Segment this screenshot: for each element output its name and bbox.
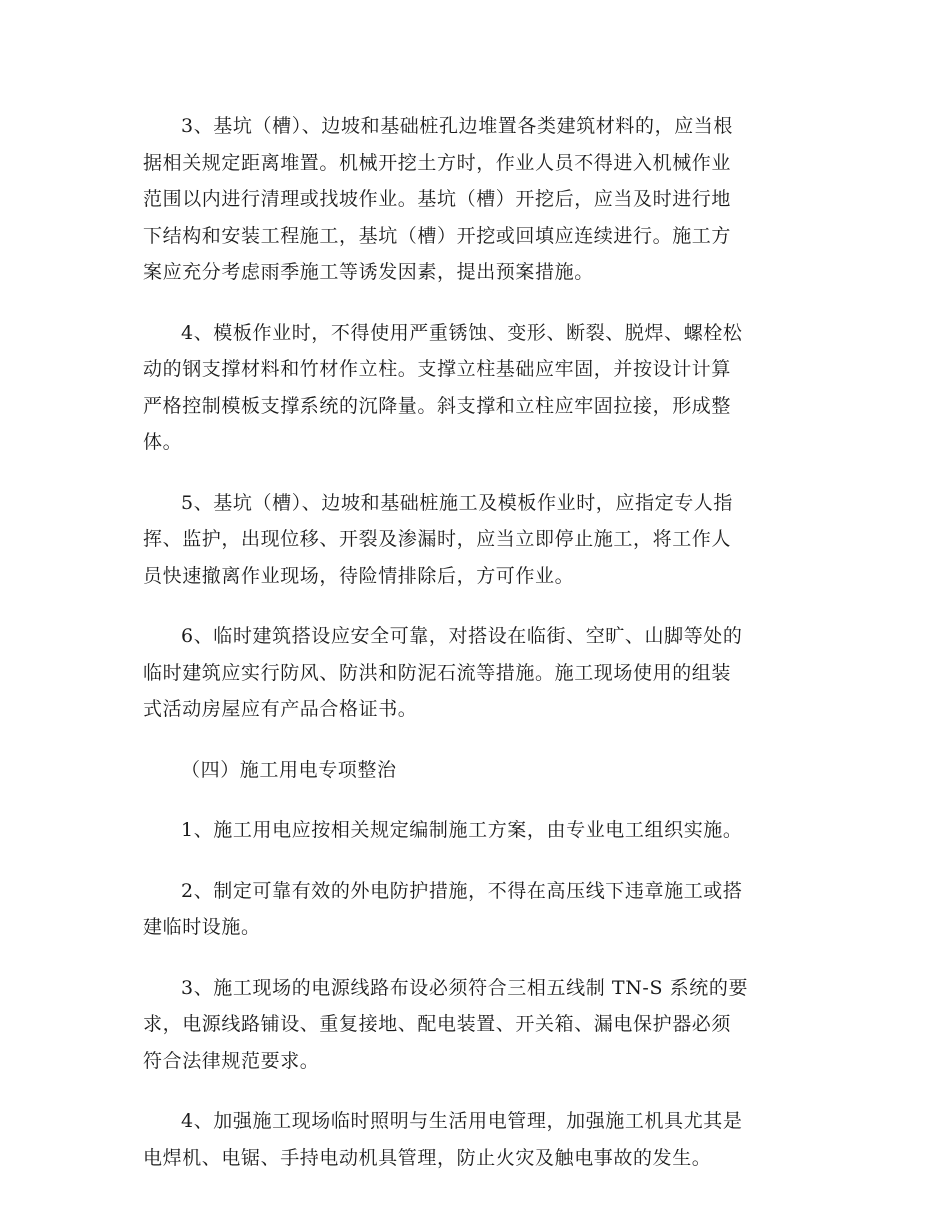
paragraph-power-item-4 — [143, 1103, 807, 1176]
text-line: 式活动房屋应有产品合格证书。 — [143, 698, 418, 720]
text-line: 临时建筑应实行防风、防洪和防泥石流等措施。施工现场使用的组装 — [143, 661, 732, 684]
text-line: 3、施工现场的电源线路布设必须符合三相五线制 TN-S 系统的要 — [181, 976, 749, 999]
text-line: 范围以内进行清理或找坡作业。基坑（槽）开挖后，应当及时进行地 — [143, 188, 732, 210]
text-line: 4、加强施工现场临时照明与生活用电管理，加强施工机具尤其是 — [181, 1110, 743, 1132]
section-heading: （四）施工用电专项整治 — [181, 758, 397, 781]
text-line: 电焊机、电锯、手持电动机具管理，防止火灾及触电事故的发生。 — [143, 1146, 712, 1169]
paragraph-power-item-1 — [143, 812, 807, 849]
text-line: 求，电源线路铺设、重复接地、配电装置、开关箱、漏电保护器必须 — [143, 1013, 732, 1035]
text-line: 体。 — [143, 431, 183, 453]
text-line: 1、施工用电应按相关规定编制施工方案，由专业电工组织实施。 — [181, 819, 743, 841]
text-line: 挥、监护，出现位移、开裂及渗漏时，应当立即停止施工，将工作人 — [143, 528, 732, 550]
text-line: 员快速撤离作业现场，待险情排除后，方可作业。 — [143, 564, 575, 587]
text-line: 动的钢支撑材料和竹材作立柱。支撑立柱基础应牢固，并按设计计算 — [143, 358, 732, 380]
paragraph-power-item-2 — [143, 873, 807, 946]
text-line: 符合法律规范要求。 — [143, 1049, 320, 1072]
paragraph-item-4-formwork — [143, 315, 807, 461]
text-line: 严格控制模板支撑系统的沉降量。斜支撑和立柱应牢固拉接，形成整 — [143, 394, 732, 417]
text-line: 5、基坑（槽）、边坡和基础桩施工及模板作业时，应指定专人指 — [181, 491, 733, 514]
paragraph-power-item-3 — [143, 970, 807, 1080]
text-line: 6、临时建筑搭设应安全可靠，对搭设在临街、空旷、山脚等处的 — [181, 625, 743, 647]
document-page — [143, 108, 807, 1200]
text-line: 案应充分考虑雨季施工等诱发因素，提出预案措施。 — [143, 261, 594, 283]
text-line: 2、制定可靠有效的外电防护措施，不得在高压线下违章施工或搭 — [181, 879, 743, 902]
text-line: 据相关规定距离堆置。机械开挖土方时，作业人员不得进入机械作业 — [143, 151, 732, 174]
text-line: 3、基坑（槽）、边坡和基础桩孔边堆置各类建筑材料的，应当根 — [181, 115, 733, 137]
paragraph-item-5-supervision — [143, 485, 807, 595]
text-line: 4、模板作业时，不得使用严重锈蚀、变形、断裂、脱焊、螺栓松 — [181, 321, 743, 344]
text-line: 建临时设施。 — [143, 916, 261, 938]
paragraph-item-3-foundation-pit — [143, 108, 807, 291]
text-line: 下结构和安装工程施工，基坑（槽）开挖或回填应连续进行。施工方 — [143, 224, 732, 247]
paragraph-item-6-temporary-buildings — [143, 618, 807, 728]
